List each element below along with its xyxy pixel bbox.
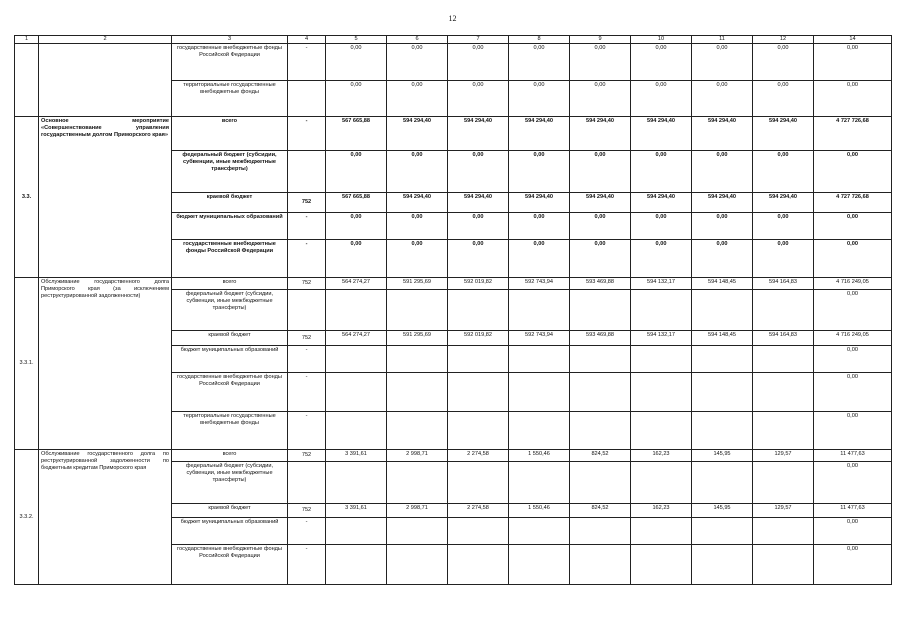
table-row <box>15 450 892 462</box>
amount-cell: 2 998,71 <box>387 504 448 518</box>
amount-cell: 0,00 <box>814 44 892 81</box>
page-number: 12 <box>448 14 457 23</box>
amount-cell: 0,00 <box>387 151 448 193</box>
amount-cell: 594 132,17 <box>631 278 692 290</box>
amount-cell <box>448 462 509 504</box>
amount-cell: 2 998,71 <box>387 450 448 462</box>
amount-cell <box>509 462 570 504</box>
amount-cell: 592 743,94 <box>509 331 570 346</box>
amount-cell: 0,00 <box>448 151 509 193</box>
column-header: 9 <box>570 36 631 44</box>
amount-cell: 0,00 <box>326 240 387 278</box>
amount-cell: 0,00 <box>753 81 814 117</box>
amount-cell: 594 294,40 <box>448 193 509 213</box>
amount-cell: 129,57 <box>753 450 814 462</box>
amount-cell: 594 294,40 <box>570 117 631 151</box>
amount-cell <box>570 346 631 373</box>
amount-cell: 594 148,45 <box>692 278 753 290</box>
amount-cell: 0,00 <box>814 518 892 545</box>
amount-cell: 591 295,69 <box>387 331 448 346</box>
funding-source: государственные внебюджетные фонды Российской Федерации <box>172 240 288 278</box>
amount-cell: 0,00 <box>509 81 570 117</box>
amount-cell: 591 295,69 <box>387 278 448 290</box>
amount-cell: 593 469,88 <box>570 331 631 346</box>
amount-cell <box>387 462 448 504</box>
amount-cell: 2 274,58 <box>448 450 509 462</box>
amount-cell: 1 550,46 <box>509 450 570 462</box>
grbs-code: 752 <box>288 504 326 518</box>
amount-cell: 0,00 <box>814 81 892 117</box>
amount-cell: 162,23 <box>631 450 692 462</box>
amount-cell: 594 294,40 <box>387 117 448 151</box>
amount-cell <box>387 412 448 450</box>
column-header: 5 <box>326 36 387 44</box>
amount-cell: 0,00 <box>814 462 892 504</box>
amount-cell: 592 743,94 <box>509 278 570 290</box>
amount-cell <box>570 518 631 545</box>
funding-source: территориальные государственные внебюджетные фонды <box>172 81 288 117</box>
column-header: 4 <box>288 36 326 44</box>
funding-source: федеральный бюджет (субсидии, субвенции, иные межбюджетные трансферты) <box>172 290 288 331</box>
amount-cell: 0,00 <box>570 151 631 193</box>
column-header: 2 <box>39 36 172 44</box>
amount-cell: 145,95 <box>692 504 753 518</box>
amount-cell <box>753 412 814 450</box>
amount-cell <box>631 346 692 373</box>
amount-cell: 0,00 <box>692 240 753 278</box>
table-row <box>15 278 892 290</box>
amount-cell <box>570 290 631 331</box>
amount-cell <box>509 373 570 412</box>
amount-cell <box>509 290 570 331</box>
amount-cell: 0,00 <box>509 44 570 81</box>
amount-cell: 824,52 <box>570 504 631 518</box>
amount-cell: 0,00 <box>814 373 892 412</box>
amount-cell <box>631 545 692 585</box>
amount-cell: 4 727 726,68 <box>814 117 892 151</box>
funding-source: бюджет муниципальных образований <box>172 518 288 545</box>
amount-cell <box>753 290 814 331</box>
amount-cell <box>326 373 387 412</box>
grbs-code: - <box>288 240 326 278</box>
amount-cell <box>570 545 631 585</box>
amount-cell <box>326 518 387 545</box>
row-number: 3.3.1. <box>15 278 39 450</box>
funding-source: бюджет муниципальных образований <box>172 213 288 240</box>
row-number: 3.3.2. <box>15 450 39 585</box>
amount-cell: 0,00 <box>814 545 892 585</box>
amount-cell: 567 665,88 <box>326 193 387 213</box>
amount-cell: 0,00 <box>387 240 448 278</box>
amount-cell: 0,00 <box>753 44 814 81</box>
funding-source: федеральный бюджет (субсидии, субвенции, иные межбюджетные трансферты) <box>172 462 288 504</box>
amount-cell: 4 716 249,05 <box>814 331 892 346</box>
amount-cell: 145,95 <box>692 450 753 462</box>
amount-cell: 567 665,88 <box>326 117 387 151</box>
amount-cell <box>326 346 387 373</box>
amount-cell: 594 294,40 <box>631 117 692 151</box>
amount-cell <box>509 412 570 450</box>
grbs-code <box>288 462 326 504</box>
amount-cell <box>509 545 570 585</box>
row-number <box>15 44 39 117</box>
amount-cell: 824,52 <box>570 450 631 462</box>
amount-cell <box>326 545 387 585</box>
amount-cell: 0,00 <box>753 213 814 240</box>
amount-cell <box>387 290 448 331</box>
amount-cell <box>387 518 448 545</box>
activity-title: Обслуживание государственного долга Приморского края (за исключением реструктурированной задолженности) <box>39 278 172 450</box>
amount-cell: 594 294,40 <box>448 117 509 151</box>
amount-cell: 594 294,40 <box>509 117 570 151</box>
amount-cell <box>326 462 387 504</box>
amount-cell: 0,00 <box>692 44 753 81</box>
amount-cell <box>692 346 753 373</box>
amount-cell: 0,00 <box>387 44 448 81</box>
amount-cell <box>631 373 692 412</box>
funding-source: всего <box>172 450 288 462</box>
amount-cell: 592 019,82 <box>448 331 509 346</box>
amount-cell: 3 391,61 <box>326 450 387 462</box>
funding-source: государственные внебюджетные фонды Российской Федерации <box>172 44 288 81</box>
activity-title: Обслуживание государственного долга по реструктурированной задолженности по бюджетным кредитам Приморского края <box>39 450 172 585</box>
amount-cell: 594 294,40 <box>509 193 570 213</box>
amount-cell: 0,00 <box>631 213 692 240</box>
amount-cell: 0,00 <box>509 151 570 193</box>
grbs-code: 752 <box>288 278 326 290</box>
amount-cell <box>692 518 753 545</box>
amount-cell: 0,00 <box>448 44 509 81</box>
funding-source: краевой бюджет <box>172 504 288 518</box>
row-number: 3.3. <box>15 117 39 278</box>
amount-cell: 592 019,82 <box>448 278 509 290</box>
amount-cell <box>570 412 631 450</box>
amount-cell: 11 477,63 <box>814 504 892 518</box>
activity-title: Основное мероприятие «Совершенствование управления государственным долгом Приморского края» <box>39 117 172 278</box>
amount-cell: 0,00 <box>570 213 631 240</box>
amount-cell <box>448 412 509 450</box>
amount-cell: 0,00 <box>448 81 509 117</box>
grbs-code: - <box>288 373 326 412</box>
column-header: 3 <box>172 36 288 44</box>
grbs-code: - <box>288 518 326 545</box>
amount-cell: 0,00 <box>570 240 631 278</box>
amount-cell: 594 132,17 <box>631 331 692 346</box>
amount-cell: 594 164,83 <box>753 331 814 346</box>
amount-cell <box>631 290 692 331</box>
funding-source: федеральный бюджет (субсидии, субвенции, иные межбюджетные трансферты) <box>172 151 288 193</box>
amount-cell: 594 148,45 <box>692 331 753 346</box>
amount-cell: 0,00 <box>570 81 631 117</box>
funding-source: всего <box>172 117 288 151</box>
amount-cell: 0,00 <box>631 44 692 81</box>
amount-cell: 594 294,40 <box>570 193 631 213</box>
amount-cell: 0,00 <box>570 44 631 81</box>
amount-cell: 0,00 <box>814 151 892 193</box>
column-header: 8 <box>509 36 570 44</box>
amount-cell: 0,00 <box>387 213 448 240</box>
amount-cell: 593 469,88 <box>570 278 631 290</box>
grbs-code <box>288 290 326 331</box>
funding-source: краевой бюджет <box>172 331 288 346</box>
amount-cell: 594 294,40 <box>387 193 448 213</box>
column-header: 14 <box>814 36 892 44</box>
grbs-code: - <box>288 213 326 240</box>
amount-cell: 4 727 726,68 <box>814 193 892 213</box>
amount-cell: 0,00 <box>814 290 892 331</box>
amount-cell: 4 716 249,05 <box>814 278 892 290</box>
amount-cell <box>387 346 448 373</box>
grbs-code <box>288 81 326 117</box>
amount-cell <box>570 373 631 412</box>
amount-cell <box>448 518 509 545</box>
amount-cell <box>692 462 753 504</box>
amount-cell: 3 391,61 <box>326 504 387 518</box>
amount-cell: 0,00 <box>326 213 387 240</box>
amount-cell <box>753 462 814 504</box>
amount-cell: 0,00 <box>631 240 692 278</box>
amount-cell <box>387 545 448 585</box>
amount-cell: 594 164,83 <box>753 278 814 290</box>
amount-cell: 0,00 <box>692 151 753 193</box>
amount-cell: 0,00 <box>753 240 814 278</box>
amount-cell: 564 274,27 <box>326 331 387 346</box>
budget-table <box>14 35 892 585</box>
amount-cell: 0,00 <box>326 81 387 117</box>
amount-cell: 0,00 <box>814 240 892 278</box>
grbs-code: 752 <box>288 331 326 346</box>
amount-cell <box>570 462 631 504</box>
column-header: 11 <box>692 36 753 44</box>
amount-cell: 564 274,27 <box>326 278 387 290</box>
amount-cell: 594 294,40 <box>753 193 814 213</box>
header-row <box>15 36 892 44</box>
amount-cell: 0,00 <box>448 213 509 240</box>
amount-cell <box>692 412 753 450</box>
amount-cell: 0,00 <box>814 213 892 240</box>
funding-source: территориальные государственные внебюджетные фонды <box>172 412 288 450</box>
amount-cell <box>326 412 387 450</box>
amount-cell: 594 294,40 <box>753 117 814 151</box>
column-header: 1 <box>15 36 39 44</box>
amount-cell: 0,00 <box>631 151 692 193</box>
amount-cell: 594 294,40 <box>631 193 692 213</box>
column-header: 7 <box>448 36 509 44</box>
amount-cell <box>692 373 753 412</box>
amount-cell: 0,00 <box>814 412 892 450</box>
amount-cell: 0,00 <box>326 151 387 193</box>
amount-cell <box>448 373 509 412</box>
amount-cell: 0,00 <box>387 81 448 117</box>
grbs-code: - <box>288 44 326 81</box>
column-header: 12 <box>753 36 814 44</box>
amount-cell <box>631 462 692 504</box>
amount-cell <box>326 290 387 331</box>
grbs-code: - <box>288 346 326 373</box>
amount-cell: 11 477,63 <box>814 450 892 462</box>
funding-source: бюджет муниципальных образований <box>172 346 288 373</box>
amount-cell <box>448 346 509 373</box>
amount-cell: 162,23 <box>631 504 692 518</box>
amount-cell <box>753 545 814 585</box>
grbs-code: 752 <box>288 450 326 462</box>
amount-cell <box>448 545 509 585</box>
amount-cell <box>692 545 753 585</box>
grbs-code: - <box>288 117 326 151</box>
amount-cell <box>631 518 692 545</box>
grbs-code: - <box>288 412 326 450</box>
amount-cell <box>509 518 570 545</box>
table-row <box>15 117 892 151</box>
amount-cell: 0,00 <box>448 240 509 278</box>
amount-cell <box>387 373 448 412</box>
amount-cell <box>631 412 692 450</box>
column-header: 10 <box>631 36 692 44</box>
column-header: 6 <box>387 36 448 44</box>
amount-cell: 0,00 <box>753 151 814 193</box>
funding-source: государственные внебюджетные фонды Российской Федерации <box>172 373 288 412</box>
amount-cell: 0,00 <box>814 346 892 373</box>
activity-title <box>39 44 172 117</box>
amount-cell <box>509 346 570 373</box>
amount-cell <box>753 373 814 412</box>
amount-cell <box>753 346 814 373</box>
table-row <box>15 44 892 81</box>
funding-source: государственные внебюджетные фонды Российской Федерации <box>172 545 288 585</box>
amount-cell: 594 294,40 <box>692 193 753 213</box>
amount-cell: 129,57 <box>753 504 814 518</box>
amount-cell: 0,00 <box>692 213 753 240</box>
grbs-code: - <box>288 545 326 585</box>
amount-cell: 0,00 <box>509 213 570 240</box>
amount-cell: 0,00 <box>326 44 387 81</box>
amount-cell: 0,00 <box>631 81 692 117</box>
funding-source: краевой бюджет <box>172 193 288 213</box>
amount-cell <box>692 290 753 331</box>
amount-cell <box>448 290 509 331</box>
amount-cell: 2 274,58 <box>448 504 509 518</box>
amount-cell <box>753 518 814 545</box>
amount-cell: 594 294,40 <box>692 117 753 151</box>
grbs-code <box>288 151 326 193</box>
amount-cell: 0,00 <box>692 81 753 117</box>
grbs-code: 752 <box>288 193 326 213</box>
funding-source: всего <box>172 278 288 290</box>
amount-cell: 0,00 <box>509 240 570 278</box>
amount-cell: 1 550,46 <box>509 504 570 518</box>
